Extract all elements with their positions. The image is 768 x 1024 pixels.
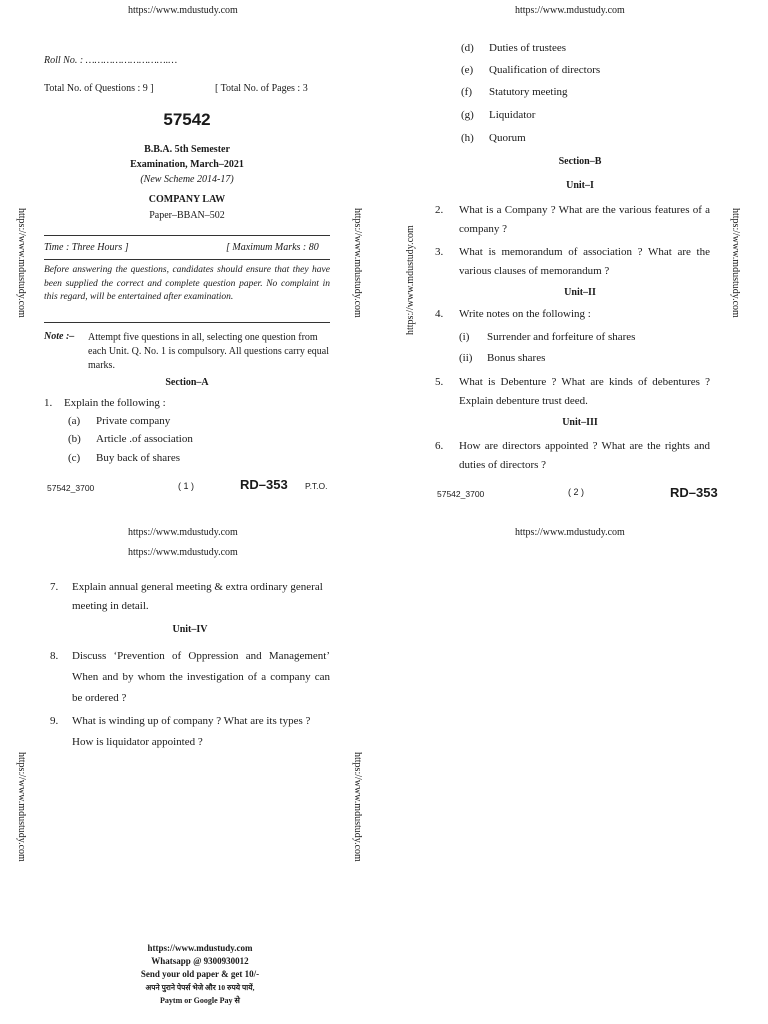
question-number: 3. [435,246,444,258]
promo-payment: Paytm or Google Pay से [160,996,240,1005]
item-text: Bonus shares [487,352,546,364]
total-pages: [ Total No. of Pages : 3 [215,83,308,94]
item-label: (d) [461,42,474,54]
question-9 [50,711,330,753]
item-text: Statutory meeting [489,86,568,98]
promo-offer: Send your old paper & get 10/- [140,969,260,979]
section-b-heading: Section–B [558,156,602,167]
item-label: (c) [68,452,81,464]
vertical-watermark: https://www.mdustudy.com [16,752,27,862]
page-number: ( 2 ) [568,487,585,497]
list-item [461,39,566,58]
question-number: 6. [435,440,444,452]
item-label: (ii) [459,352,473,364]
question-number: 8. [50,650,59,662]
watermark-url-page3[interactable]: https://www.mdustudy.com [128,547,238,558]
paper-code: 57542 [163,110,211,129]
question-7 [50,578,330,616]
total-questions: Total No. of Questions : 9 ] [44,83,154,94]
item-label: (f) [461,86,472,98]
list-item [68,412,170,431]
note-label: Note :– [44,331,75,342]
question-number: 9. [50,715,59,727]
item-label: (g) [461,109,474,121]
question-text: Explain the following : [64,397,166,409]
item-label: (h) [461,132,474,144]
course-title: B.B.A. 5th Semester [144,144,230,155]
instructions: Before answering the questions, candidates should ensure that they have been supplied the correct and complete question paper. No complaint in this regard, will be entertained after examination. [44,265,330,302]
promo-url[interactable]: https://www.mdustudy.com [147,943,253,953]
question-6 [435,437,710,475]
marks-label: [ Maximum Marks : 80 [226,242,319,253]
rd-code: RD–353 [670,485,718,500]
vertical-watermark: https://www.mdustudy.com [405,225,416,335]
question-text: What is memorandum of association ? What are the various clauses of memorandum ? [459,246,710,277]
question-text: How are directors appointed ? What are the rights and duties of directors ? [459,440,710,471]
divider [44,322,330,323]
question-4 [435,305,591,324]
question-number: 2. [435,204,444,216]
watermark-url-top-right[interactable]: https://www.mdustudy.com [515,5,625,16]
unit-2-heading: Unit–II [564,287,596,298]
vertical-watermark: https://www.mdustudy.com [352,752,363,862]
section-a-heading: Section–A [165,377,209,388]
promo-whatsapp: Whatsapp @ 9300930012 [151,956,249,966]
note-text: Attempt five questions in all, selecting one question from each Unit. Q. No. 1 is compulsory. All questions carry equal marks. [88,332,329,371]
item-text: Private company [96,415,171,427]
unit-4-heading: Unit–IV [172,624,208,635]
promo-block [100,942,300,1007]
question-number: 4. [435,308,444,320]
list-item [461,106,535,125]
question-number: 1. [44,397,53,409]
question-1 [44,394,166,413]
pto: P.T.O. [305,481,328,491]
question-text: What is Debenture ? What are kinds of debentures ? Explain debenture trust deed. [459,376,710,407]
question-8 [50,646,330,709]
list-item [461,129,526,148]
vertical-watermark: https://www.mdustudy.com [16,208,27,318]
promo-offer-hindi: अपने पुराने पेपर्स भेजे और 10 रुपये पायें, [145,983,255,992]
divider [44,235,330,236]
item-text: Buy back of shares [96,452,181,464]
question-5 [435,373,710,411]
footer-code: 57542_3700 [47,483,95,493]
roll-no: Roll No. : ……………………….… [44,55,178,66]
unit-3-heading: Unit–III [562,417,598,428]
item-label: (b) [68,433,81,445]
footer-code: 57542_3700 [437,489,485,499]
subject-title: COMPANY LAW [148,194,226,205]
scheme: (New Scheme 2014-17) [140,174,234,185]
question-3 [435,243,710,281]
vertical-watermark: https://www.mdustudy.com [352,208,363,318]
list-item [461,61,600,80]
item-label: (i) [459,331,470,343]
item-text: Liquidator [489,109,536,121]
question-text: Write notes on the following : [459,308,591,320]
question-number: 5. [435,376,444,388]
item-text: Qualification of directors [489,64,601,76]
list-item [461,83,568,102]
paper-title: Paper–BBAN–502 [149,210,225,221]
list-item [68,430,193,449]
item-text: Duties of trustees [489,42,566,54]
item-text: Article .of association [96,433,193,445]
page-number: ( 1 ) [178,481,195,491]
item-label: (a) [68,415,81,427]
question-number: 7. [50,581,59,593]
item-text: Quorum [489,132,526,144]
watermark-url-mid-left[interactable]: https://www.mdustudy.com [128,527,238,538]
list-item [459,349,545,368]
list-item [459,328,635,347]
list-item [68,449,180,468]
divider [44,259,330,260]
item-label: (e) [461,64,474,76]
question-2 [435,201,710,239]
watermark-url-mid-right[interactable]: https://www.mdustudy.com [515,527,625,538]
question-text: What is a Company ? What are the various features of a company ? [459,204,710,235]
unit-1-heading: Unit–I [566,180,594,191]
time-label: Time : Three Hours ] [44,242,129,253]
watermark-url-top-left[interactable]: https://www.mdustudy.com [128,5,238,16]
question-text: Discuss ‘Prevention of Oppression and Management’ When and by whom the investigation of a company can be ordered ? [72,650,330,704]
exam-title: Examination, March–2021 [130,159,244,170]
item-text: Surrender and forfeiture of shares [487,331,636,343]
question-text: Explain annual general meeting & extra ordinary general meeting in detail. [72,581,323,612]
rd-code: RD–353 [240,477,288,492]
vertical-watermark: https://www.mdustudy.com [730,208,741,318]
question-text: What is winding up of company ? What are its types ? How is liquidator appointed ? [72,715,311,748]
